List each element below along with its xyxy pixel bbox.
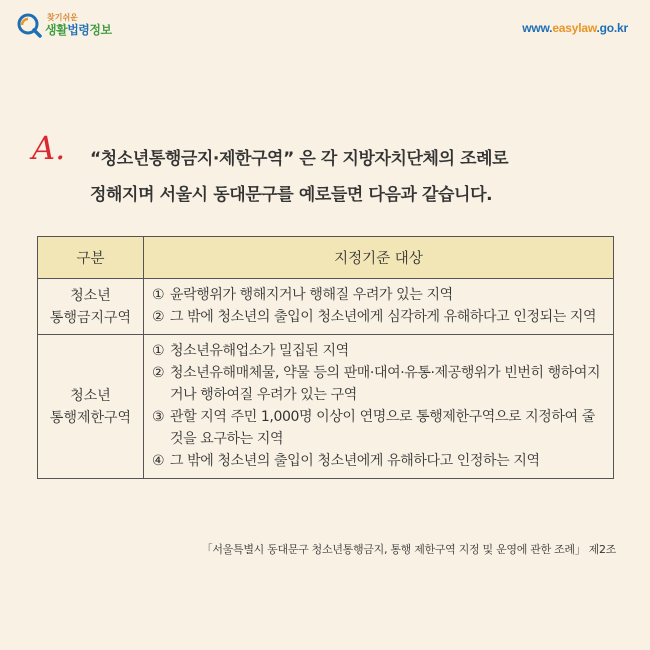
- list-item: ③ 관할 지역 주민 1,000명 이상이 연명으로 통행제한구역으로 지정하여 줄 것을 요구하는 지역: [152, 409, 595, 447]
- list-item: ① 윤락행위가 행해지거나 행해질 우려가 있는 지역: [152, 287, 453, 303]
- logo-tagline: 찾기쉬운: [47, 13, 78, 22]
- list-item: ② 그 밖에 청소년의 출입이 청소년에게 심각하게 유해하다고 인정되는 지역: [152, 309, 597, 325]
- answer-mark: A.: [32, 129, 66, 167]
- designation-table: [37, 236, 614, 479]
- logo-title: 생활법령정보: [45, 23, 112, 37]
- list-item: ④ 그 밖에 청소년의 출입이 청소년에게 유해하다고 인정하는 지역: [152, 453, 540, 469]
- list-item: ① 청소년유해업소가 밀집된 지역: [152, 343, 349, 359]
- criteria-cell: [144, 279, 614, 335]
- source-citation: 「서울특별시 동대문구 청소년통행금지, 통행 제한구역 지정 및 운영에 관한 조례」 제2조: [201, 543, 616, 556]
- criteria-cell: [144, 335, 614, 479]
- list-item: ② 청소년유해매체물, 약물 등의 판매·대여·유통·제공행위가 빈번히 행하여지거나 행하여질 우려가 있는 구역: [152, 365, 601, 403]
- site-logo[interactable]: [16, 12, 112, 38]
- site-url-link[interactable]: www.easylaw.go.kr: [522, 21, 628, 35]
- table-header-row: [38, 237, 614, 279]
- table-row: [38, 279, 614, 335]
- category-cell: 청소년 통행제한구역: [38, 335, 144, 479]
- answer-line-1: “청소년통행금지·제한구역” 은 각 지방자치단체의 조례로: [90, 149, 509, 169]
- magnifier-logo-icon: [16, 12, 42, 38]
- category-cell: 청소년 통행금지구역: [38, 279, 144, 335]
- answer-line-2: 정해지며 서울시 동대문구를 예로들면 다음과 같습니다.: [90, 185, 493, 205]
- table-row: [38, 335, 614, 479]
- table-header-category: 구분: [38, 237, 144, 279]
- table-header-criteria: 지정기준 대상: [144, 237, 614, 279]
